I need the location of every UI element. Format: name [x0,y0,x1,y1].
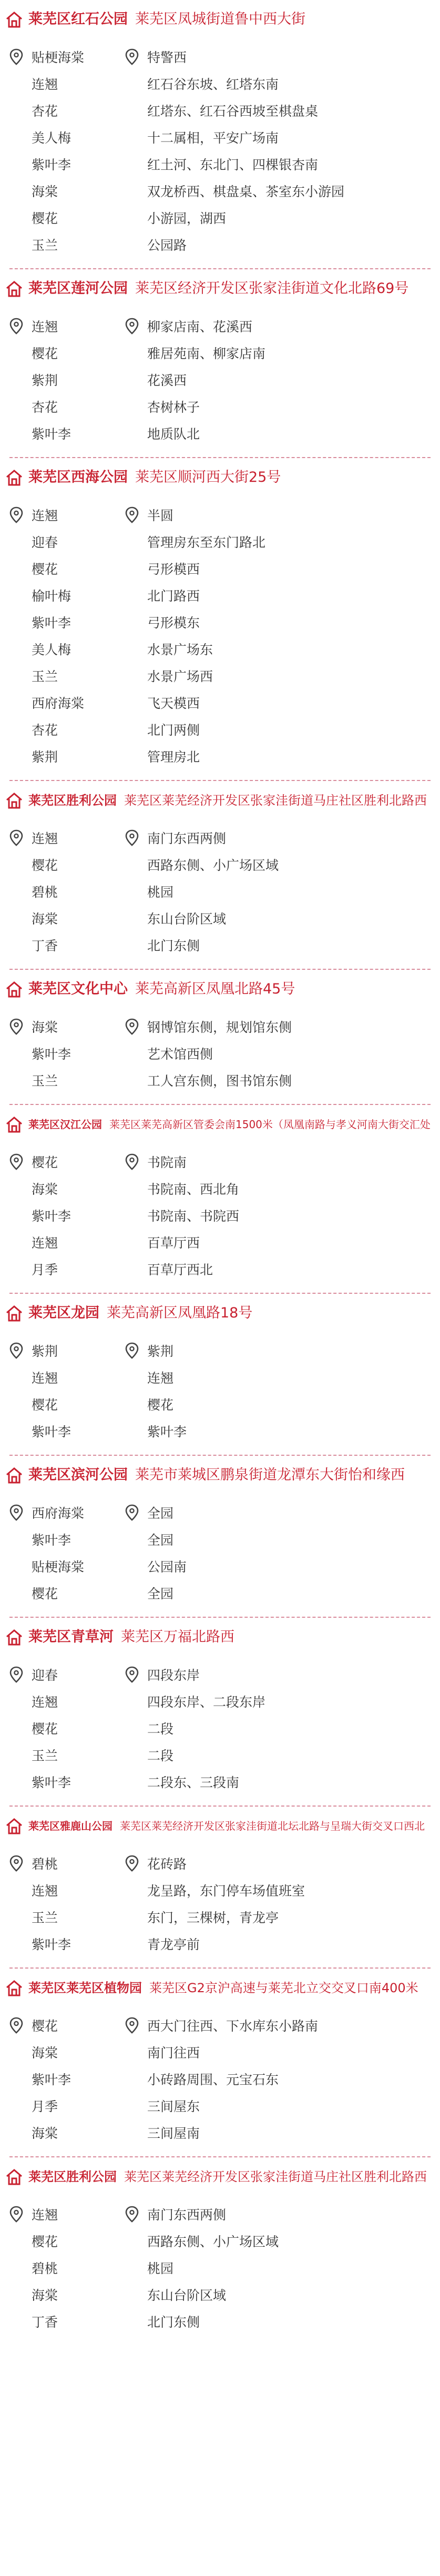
flower-name: 海棠 [32,2287,58,2303]
flower-name: 碧桃 [32,1856,58,1872]
location-pin-icon [125,1503,144,1522]
flower-name: 杏花 [32,103,58,119]
location-pin-icon [125,1341,144,1360]
park-address: 莱芜区G2京沪高速与莱芜北立交交叉口南400米 [149,1981,418,1995]
flower-rows [0,299,440,457]
location-pin-icon [125,1152,144,1171]
flower-row [9,1337,440,1364]
flower-name: 玉兰 [32,237,58,253]
park-address: 莱芜区莱芜高新区管委会南1500米（凤凰南路与孝义河南大街交汇处 [109,1118,431,1131]
home-icon [5,1979,23,1997]
viewing-location: 百草厅西 [147,1235,200,1251]
flower-row [9,1417,440,1444]
flower-row [9,1715,440,1741]
viewing-location: 全园 [147,1532,174,1548]
flower-row [9,1040,440,1067]
flower-location-icon [9,2016,28,2035]
flower-name: 贴梗海棠 [32,1559,85,1575]
viewing-location: 书院南 [147,1154,187,1170]
flower-row [9,2200,440,2227]
flower-row [9,70,440,97]
viewing-location: 公园南 [147,1559,187,1575]
flower-rows [0,1998,440,2156]
park-section [0,1104,440,1293]
flower-rows [0,999,440,1104]
flower-row [9,2012,440,2039]
viewing-location: 西大门往西、下水库东小路南 [147,2018,319,2034]
home-icon [5,1628,23,1646]
flower-name: 紫叶李 [32,426,71,442]
flower-name: 紫叶李 [32,1424,71,1439]
viewing-location: 四段东岸 [147,1667,200,1683]
flower-name: 海棠 [32,2045,58,2061]
viewing-location: 二段 [147,1748,174,1763]
flower-row [9,2227,440,2254]
park-section [0,1617,440,1806]
flower-name: 连翘 [32,1370,58,1386]
section-header [0,1456,440,1485]
flower-name: 连翘 [32,76,58,92]
flower-row [9,1255,440,1282]
location-pin-icon [125,2016,144,2035]
flower-name: 丁香 [32,938,58,954]
flower-rows [0,1647,440,1806]
flower-name: 西府海棠 [32,1505,85,1521]
flower-name: 迎春 [32,534,58,550]
flower-row [9,716,440,743]
flower-rows [0,1485,440,1617]
viewing-location: 柳家店南、花溪西 [147,319,253,334]
viewing-location: 飞天模西 [147,695,200,711]
flower-location-icon [9,828,28,847]
viewing-location: 红塔东、红石谷西坡至棋盘桌 [147,103,319,119]
flower-name: 紫荆 [32,1343,58,1359]
home-icon [5,1466,23,1484]
section-header [0,0,440,29]
flower-rows [0,1836,440,1968]
flower-name: 西府海棠 [32,695,85,711]
flower-rows [0,2187,440,2345]
flower-name: 紫叶李 [32,1936,71,1952]
flower-row [9,1148,440,1175]
home-icon [5,792,23,809]
flower-row [9,366,440,393]
park-name: 莱芜区胜利公园 [28,2169,117,2184]
flower-row [9,1688,440,1715]
flower-name: 海棠 [32,1181,58,1197]
flower-row [9,2065,440,2092]
flower-name: 樱花 [32,1397,58,1413]
flower-name: 海棠 [32,911,58,927]
flower-row [9,1526,440,1553]
flower-name: 丁香 [32,2314,58,2330]
viewing-location: 西路东侧、小广场区域 [147,857,279,873]
viewing-location: 樱花 [147,1397,174,1413]
flower-row [9,1499,440,1526]
viewing-location: 桃园 [147,884,174,900]
section-header [0,1969,440,1998]
flower-name: 樱花 [32,857,58,873]
flower-name: 连翘 [32,1883,58,1899]
section-header [0,458,440,488]
viewing-location: 东门，三棵树，青龙亭 [147,1910,279,1925]
flower-row [9,1903,440,1930]
flower-name: 樱花 [32,346,58,361]
flower-row [9,1661,440,1688]
flower-location-icon [9,1665,28,1684]
viewing-location: 管理房北 [147,749,200,765]
viewing-location: 北门路西 [147,588,200,604]
viewing-location: 弓形模东 [147,615,200,631]
flower-row [9,689,440,716]
viewing-location: 紫荆 [147,1343,174,1359]
flower-row [9,743,440,769]
flower-name: 连翘 [32,508,58,523]
park-name: 莱芜区莱芜区植物园 [28,1981,142,1995]
flower-row [9,635,440,662]
viewing-location: 全园 [147,1586,174,1601]
viewing-location: 二段东、三段南 [147,1774,240,1790]
flower-name: 榆叶梅 [32,588,71,604]
flower-row [9,231,440,258]
flower-row [9,582,440,608]
flower-rows [0,488,440,780]
flower-name: 紫叶李 [32,1774,71,1790]
home-icon [5,1304,23,1322]
viewing-location: 南门东西两侧 [147,2207,227,2223]
viewing-location: 红土河、东北门、四棵银杏南 [147,157,319,173]
flower-name: 紫叶李 [32,1208,71,1224]
flower-row [9,2119,440,2146]
flower-row [9,851,440,878]
flower-location-icon [9,317,28,336]
flower-name: 杏花 [32,399,58,415]
flower-row [9,1229,440,1255]
viewing-location: 艺术馆西侧 [147,1046,213,1062]
location-pin-icon [125,828,144,847]
viewing-location: 十二属相，平安广场南 [147,130,279,146]
flower-name: 樱花 [32,1721,58,1737]
viewing-location: 百草厅西北 [147,1262,213,1277]
viewing-location: 书院南、西北角 [147,1181,240,1197]
park-section [0,268,440,457]
viewing-location: 四段东岸、二段东岸 [147,1694,266,1710]
viewing-location: 北门两侧 [147,722,200,738]
flower-name: 海棠 [32,1019,58,1035]
flower-name: 樱花 [32,210,58,226]
home-icon [5,980,23,998]
section-header [0,269,440,299]
park-name: 莱芜区雅鹿山公园 [28,1820,112,1832]
viewing-location: 东山台阶区域 [147,911,227,927]
flower-row [9,1768,440,1795]
park-address: 莱芜区经济开发区张家洼街道文化北路69号 [135,280,409,297]
flower-row [9,931,440,958]
viewing-location: 小砖路周围、元宝石东 [147,2072,279,2087]
location-pin-icon [125,505,144,524]
home-icon [5,280,23,298]
section-header [0,2157,440,2187]
viewing-location: 花溪西 [147,372,187,388]
viewing-location: 工人宫东侧，图书馆东侧 [147,1073,292,1089]
flower-rows [0,1134,440,1293]
home-icon [5,11,23,28]
park-section [0,0,440,268]
flower-name: 玉兰 [32,668,58,684]
location-pin-icon [125,317,144,336]
location-pin-icon [125,2205,144,2224]
viewing-location: 小游园，湖西 [147,210,227,226]
home-icon [5,2168,23,2186]
viewing-location: 三间屋南 [147,2125,200,2141]
viewing-location: 龙呈路，东门停车场值班室 [147,1883,305,1899]
flower-name: 玉兰 [32,1748,58,1763]
flower-name: 紫叶李 [32,615,71,631]
flower-name: 樱花 [32,1586,58,1601]
flower-row [9,1364,440,1391]
flower-location-icon [9,1341,28,1360]
flower-row [9,905,440,931]
park-name: 莱芜区文化中心 [28,981,128,997]
flower-row [9,339,440,366]
flower-row [9,43,440,70]
viewing-location: 连翘 [147,1370,174,1386]
section-header [0,1618,440,1647]
park-name: 莱芜区龙园 [28,1305,99,1321]
flower-location-icon [9,505,28,524]
flower-name: 玉兰 [32,1910,58,1925]
park-name: 莱芜区胜利公园 [28,793,117,808]
flower-location-icon [9,2205,28,2224]
park-address: 莱芜区万福北路西 [121,1629,234,1645]
viewing-location: 水景广场东 [147,642,213,657]
viewing-location: 雅居苑南、柳家店南 [147,346,266,361]
flower-name: 连翘 [32,2207,58,2223]
flower-name: 杏花 [32,722,58,738]
section-header [0,1807,440,1836]
flower-rows [0,29,440,268]
park-section [0,457,440,780]
flower-row [9,878,440,905]
viewing-location: 杏树林子 [147,399,200,415]
viewing-location: 南门往西 [147,2045,200,2061]
park-address: 莱芜高新区凤凰北路45号 [135,981,295,997]
section-header [0,1294,440,1323]
park-section [0,2156,440,2345]
viewing-location: 半圆 [147,508,174,523]
park-address: 莱芜区顺河西大街25号 [135,469,281,485]
home-icon [5,1115,23,1133]
flower-row [9,1175,440,1202]
flower-row [9,2281,440,2308]
flower-row [9,824,440,851]
viewing-location: 特警西 [147,49,187,65]
flower-name: 碧桃 [32,884,58,900]
flower-row [9,1391,440,1417]
flower-row [9,555,440,582]
location-pin-icon [125,1665,144,1684]
section-header [0,781,440,810]
location-pin-icon [125,1017,144,1036]
flower-name: 樱花 [32,2234,58,2249]
flower-name: 迎春 [32,1667,58,1683]
viewing-location: 全园 [147,1505,174,1521]
flower-location-icon [9,1503,28,1522]
viewing-location: 水景广场西 [147,668,213,684]
flower-name: 海棠 [32,2125,58,2141]
viewing-location: 北门东侧 [147,938,200,954]
park-name: 莱芜区西海公园 [28,469,128,485]
park-name: 莱芜区青草河 [28,1629,114,1645]
flower-location-icon [9,47,28,66]
park-address: 莱芜区莱芜经济开发区张家洼街道北坛北路与呈瑞大街交叉口西北 [120,1820,425,1832]
viewing-location: 双龙桥西、棋盘桌、茶室东小游园 [147,184,345,199]
flower-name: 紫荆 [32,372,58,388]
flower-name: 贴梗海棠 [32,49,85,65]
location-pin-icon [125,1854,144,1873]
flower-row [9,124,440,150]
viewing-location: 公园路 [147,237,187,253]
flower-rows [0,810,440,969]
flower-row [9,2254,440,2281]
flower-row [9,1202,440,1229]
flower-name: 樱花 [32,2018,58,2034]
flower-row [9,662,440,689]
flower-row [9,1741,440,1768]
flower-row [9,1013,440,1040]
flower-name: 美人梅 [32,642,71,657]
flower-name: 玉兰 [32,1073,58,1089]
flower-row [9,312,440,339]
flower-name: 碧桃 [32,2260,58,2276]
flower-location-icon [9,1152,28,1171]
viewing-location: 北门东侧 [147,2314,200,2330]
viewing-location: 东山台阶区域 [147,2287,227,2303]
flower-name: 月季 [32,2098,58,2114]
flower-location-icon [9,1017,28,1036]
park-address: 莱芜市莱城区鹏泉街道龙潭东大街怡和缘西 [135,1467,405,1483]
viewing-location: 管理房东至东门路北 [147,534,266,550]
viewing-location: 地质队北 [147,426,200,442]
flower-name: 连翘 [32,319,58,334]
flower-name: 樱花 [32,1154,58,1170]
park-name: 莱芜区滨河公园 [28,1467,128,1483]
flower-row [9,177,440,204]
viewing-location: 红石谷东坡、红塔东南 [147,76,279,92]
flower-name: 樱花 [32,561,58,577]
flower-row [9,204,440,231]
flower-name: 紫叶李 [32,2072,71,2087]
flower-row [9,2308,440,2335]
park-name: 莱芜区红石公园 [28,11,128,27]
park-name: 莱芜区莲河公园 [28,280,128,297]
viewing-location: 弓形模西 [147,561,200,577]
viewing-location: 南门东西两侧 [147,830,227,846]
viewing-location: 青龙亭前 [147,1936,200,1952]
park-section [0,1968,440,2156]
flower-name: 美人梅 [32,130,71,146]
flower-name: 连翘 [32,1694,58,1710]
flower-row [9,1067,440,1093]
flower-row [9,97,440,124]
flower-row [9,1553,440,1579]
flower-name: 月季 [32,1262,58,1277]
viewing-location: 书院南、书院西 [147,1208,240,1224]
park-section [0,969,440,1104]
park-address: 莱芜区莱芜经济开发区张家洼街道马庄社区胜利北路西 [124,793,427,808]
flower-rows [0,1323,440,1455]
park-section [0,1455,440,1617]
viewing-location: 花砖路 [147,1856,187,1872]
park-address: 莱芜区凤城街道鲁中西大街 [135,11,305,27]
flower-row [9,1930,440,1957]
flower-row [9,420,440,447]
flower-row [9,608,440,635]
park-address: 莱芜区莱芜经济开发区张家洼街道马庄社区胜利北路西 [124,2169,427,2184]
location-pin-icon [125,47,144,66]
park-section [0,1293,440,1455]
flower-name: 紫荆 [32,749,58,765]
viewing-location: 紫叶李 [147,1424,187,1439]
park-section [0,1806,440,1968]
flower-row [9,1579,440,1606]
flower-name: 连翘 [32,1235,58,1251]
viewing-location: 二段 [147,1721,174,1737]
flower-row [9,150,440,177]
flower-name: 连翘 [32,830,58,846]
home-icon [5,469,23,486]
flower-row [9,393,440,420]
viewing-location: 西路东侧、小广场区域 [147,2234,279,2249]
park-section [0,780,440,969]
flower-row [9,1850,440,1877]
section-header [0,1105,440,1134]
flower-row [9,528,440,555]
section-header [0,970,440,999]
park-name: 莱芜区汉江公园 [28,1118,102,1131]
flower-row [9,501,440,528]
viewing-location: 钢博馆东侧，规划馆东侧 [147,1019,292,1035]
flower-location-icon [9,1854,28,1873]
home-icon [5,1817,23,1835]
flower-row [9,2092,440,2119]
park-address: 莱芜高新区凤凰路18号 [107,1305,253,1321]
flower-row [9,2039,440,2065]
viewing-location: 桃园 [147,2260,174,2276]
viewing-location: 三间屋东 [147,2098,200,2114]
flower-name: 紫叶李 [32,1532,71,1548]
flower-row [9,1877,440,1903]
flower-name: 紫叶李 [32,1046,71,1062]
flower-name: 紫叶李 [32,157,71,173]
flower-name: 海棠 [32,184,58,199]
